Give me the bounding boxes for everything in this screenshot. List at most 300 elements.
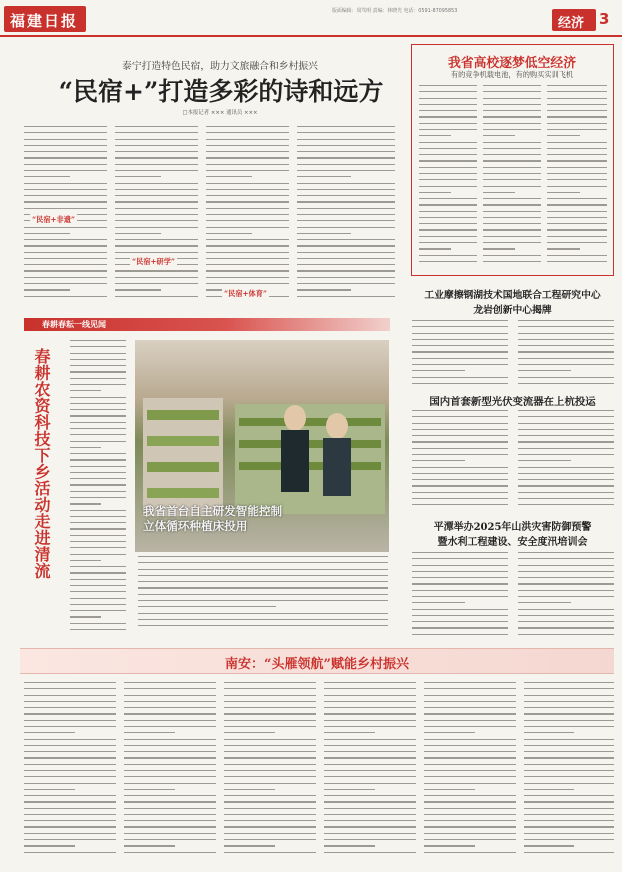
body-text-line xyxy=(124,839,216,840)
body-text-line xyxy=(24,751,116,752)
body-text-line xyxy=(419,173,477,174)
body-text-line xyxy=(483,186,541,187)
body-text-line xyxy=(518,377,614,378)
body-text-line xyxy=(424,732,475,733)
body-text-line xyxy=(24,739,116,740)
body-text-line xyxy=(518,448,614,449)
body-text-line xyxy=(115,201,198,202)
body-text-line xyxy=(70,516,126,517)
body-text-line xyxy=(24,695,116,696)
item-1-column-1 xyxy=(412,320,508,390)
body-text-line xyxy=(412,615,508,616)
body-text-line xyxy=(524,757,614,758)
body-text-line xyxy=(524,801,614,802)
body-text-line xyxy=(24,776,116,777)
body-text-line xyxy=(206,157,289,158)
body-text-line xyxy=(518,460,571,461)
body-text-line xyxy=(524,739,614,740)
body-text-line xyxy=(206,227,289,228)
body-text-line xyxy=(115,283,198,284)
body-text-line xyxy=(424,814,516,815)
body-text-line xyxy=(24,726,116,727)
lead-column-3 xyxy=(206,126,289,304)
body-text-line xyxy=(518,326,614,327)
body-text-line xyxy=(524,720,614,721)
body-text-line xyxy=(483,173,541,174)
lead-headline: “民宿+”打造多彩的诗和远方 xyxy=(58,77,384,106)
body-text-line xyxy=(419,129,477,130)
bottom-column-2 xyxy=(124,682,216,864)
body-text-line xyxy=(547,154,607,155)
body-text-line xyxy=(483,116,541,117)
topic-label: 春耕春耘一线见闻 xyxy=(42,319,106,329)
lead-subhead-2: “民宿+研学” xyxy=(132,257,176,266)
body-text-line xyxy=(412,416,508,417)
body-text-line xyxy=(206,132,289,133)
body-text-line xyxy=(70,560,101,561)
body-text-line xyxy=(518,345,614,346)
body-text-line xyxy=(483,261,541,262)
body-text-line xyxy=(412,609,508,610)
body-text-line xyxy=(518,339,614,340)
body-text-line xyxy=(206,145,289,146)
body-text-line xyxy=(124,688,216,689)
body-text-line xyxy=(70,422,126,423)
body-text-line xyxy=(324,751,416,752)
body-text-line xyxy=(547,211,607,212)
body-text-line xyxy=(70,491,126,492)
body-text-line xyxy=(412,596,508,597)
body-text-line xyxy=(24,296,107,297)
body-text-line xyxy=(24,283,107,284)
body-text-line xyxy=(24,833,116,834)
body-text-line xyxy=(115,233,161,234)
body-text-line xyxy=(206,151,289,152)
body-text-line xyxy=(70,390,101,391)
body-text-line xyxy=(224,776,316,777)
body-text-line xyxy=(424,713,516,714)
body-text-line xyxy=(324,820,416,821)
body-text-line xyxy=(224,757,316,758)
body-text-line xyxy=(412,473,508,474)
topic-vertical-title xyxy=(24,348,56,634)
bottom-headline: 南安：“头雁领航”赋能乡村振兴 xyxy=(225,657,409,672)
body-text-line xyxy=(70,566,126,567)
body-text-line xyxy=(547,142,607,143)
body-text-line xyxy=(547,204,607,205)
body-text-line xyxy=(224,814,316,815)
body-text-line xyxy=(70,503,101,504)
body-text-line xyxy=(70,397,126,398)
body-text-line xyxy=(483,154,541,155)
body-text-line xyxy=(70,453,126,454)
body-text-line xyxy=(70,522,126,523)
body-text-line xyxy=(524,820,614,821)
body-text-line xyxy=(224,808,316,809)
bottom-banner xyxy=(20,648,614,674)
body-text-line xyxy=(70,340,126,341)
body-text-line xyxy=(115,176,161,177)
body-text-line xyxy=(324,757,416,758)
body-text-line xyxy=(483,242,541,243)
body-text-line xyxy=(124,739,216,740)
body-text-line xyxy=(419,186,477,187)
body-text-line xyxy=(24,170,107,171)
body-text-line xyxy=(419,261,477,262)
body-text-line xyxy=(206,195,289,196)
item-3-subhead: 暨水利工程建设、安全度汛培训会 xyxy=(437,537,588,548)
body-text-line xyxy=(24,839,116,840)
body-text-line xyxy=(412,627,508,628)
body-text-line xyxy=(424,739,516,740)
body-text-line xyxy=(424,833,516,834)
body-text-line xyxy=(70,403,126,404)
body-text-line xyxy=(412,602,465,603)
body-text-line xyxy=(24,227,107,228)
body-text-line xyxy=(424,688,516,689)
body-text-line xyxy=(419,242,477,243)
body-text-line xyxy=(224,833,316,834)
body-text-line xyxy=(518,467,614,468)
body-text-line xyxy=(24,258,107,259)
body-text-line xyxy=(424,682,516,683)
body-text-line xyxy=(24,789,75,790)
body-text-line xyxy=(24,157,107,158)
bottom-column-5 xyxy=(424,682,516,864)
body-text-line xyxy=(297,176,351,177)
body-text-line xyxy=(70,554,126,555)
body-text-line xyxy=(115,227,198,228)
body-text-line xyxy=(424,783,516,784)
body-text-line xyxy=(547,229,607,230)
body-text-line xyxy=(518,473,614,474)
body-text-line xyxy=(297,296,395,297)
body-text-line xyxy=(224,770,316,771)
body-text-line xyxy=(524,770,614,771)
body-text-line xyxy=(483,198,541,199)
body-text-line xyxy=(518,609,614,610)
body-text-line xyxy=(324,739,416,740)
body-text-line xyxy=(24,245,107,246)
body-text-line xyxy=(324,776,416,777)
body-text-line xyxy=(424,789,475,790)
body-text-line xyxy=(24,783,116,784)
bottom-column-1 xyxy=(24,682,116,864)
body-text-line xyxy=(518,383,614,384)
body-text-line xyxy=(70,547,126,548)
body-text-line xyxy=(412,377,508,378)
body-text-line xyxy=(547,116,607,117)
body-text-line xyxy=(424,707,516,708)
body-text-line xyxy=(547,192,580,193)
body-text-line xyxy=(206,264,289,265)
body-text-line xyxy=(424,826,516,827)
body-text-line xyxy=(547,255,607,256)
body-text-line xyxy=(324,701,416,702)
body-text-line xyxy=(412,448,508,449)
body-text-line xyxy=(419,255,477,256)
body-text-line xyxy=(412,460,465,461)
body-text-line xyxy=(419,104,477,105)
body-text-line xyxy=(424,808,516,809)
body-text-line xyxy=(224,745,316,746)
body-text-line xyxy=(115,252,198,253)
item-2-column-2 xyxy=(518,410,614,514)
body-text-line xyxy=(224,707,316,708)
masthead-logo xyxy=(4,6,86,32)
body-text-line xyxy=(483,236,541,237)
body-text-line xyxy=(412,370,465,371)
body-text-line xyxy=(518,498,614,499)
body-text-line xyxy=(419,116,477,117)
body-text-line xyxy=(324,845,375,846)
body-text-line xyxy=(547,186,607,187)
body-text-line xyxy=(224,720,316,721)
body-text-line xyxy=(297,183,395,184)
body-text-line xyxy=(412,571,508,572)
body-text-line xyxy=(419,192,451,193)
body-text-line xyxy=(547,85,607,86)
body-text-line xyxy=(324,713,416,714)
body-text-line xyxy=(324,682,416,683)
body-text-line xyxy=(412,492,508,493)
body-text-line xyxy=(424,776,516,777)
lead-byline: □本报记者 ××× 通讯员 ××× xyxy=(182,110,258,116)
body-text-line xyxy=(297,289,351,290)
body-text-line xyxy=(424,801,516,802)
body-text-line xyxy=(24,764,116,765)
body-text-line xyxy=(24,208,107,209)
body-text-line xyxy=(483,91,541,92)
body-text-line xyxy=(524,682,614,683)
body-text-line xyxy=(412,339,508,340)
masthead xyxy=(0,0,622,38)
body-text-line xyxy=(524,814,614,815)
body-text-line xyxy=(70,497,126,498)
body-text-line xyxy=(70,585,126,586)
body-text-line xyxy=(297,157,395,158)
body-text-line xyxy=(412,333,508,334)
body-text-line xyxy=(124,757,216,758)
body-text-line xyxy=(297,201,395,202)
topic-title-text: 春耕农资科技下乡活动走进清流 xyxy=(32,348,51,579)
body-text-line xyxy=(518,571,614,572)
body-text-line xyxy=(115,289,161,290)
body-text-line xyxy=(518,558,614,559)
topic-photo xyxy=(135,340,389,552)
body-text-line xyxy=(412,429,508,430)
body-text-line xyxy=(124,751,216,752)
body-text-line xyxy=(324,764,416,765)
lead-subhead-3: “民宿+体育” xyxy=(224,289,268,298)
body-text-line xyxy=(419,248,451,249)
body-text-line xyxy=(412,454,508,455)
body-text-line xyxy=(138,594,388,595)
body-text-line xyxy=(518,583,614,584)
body-text-line xyxy=(24,795,116,796)
body-text-line xyxy=(224,789,275,790)
body-text-line xyxy=(324,808,416,809)
body-text-line xyxy=(297,126,395,127)
body-text-line xyxy=(518,410,614,411)
body-text-line xyxy=(412,634,508,635)
body-text-line xyxy=(70,409,126,410)
body-text-line xyxy=(224,826,316,827)
body-text-line xyxy=(524,852,614,853)
body-text-line xyxy=(483,98,541,99)
body-text-line xyxy=(524,826,614,827)
body-text-line xyxy=(70,598,126,599)
body-text-line xyxy=(24,201,107,202)
body-text-line xyxy=(224,751,316,752)
body-text-line xyxy=(518,590,614,591)
body-text-line xyxy=(547,173,607,174)
body-text-line xyxy=(518,423,614,424)
body-text-line xyxy=(24,801,116,802)
body-text-line xyxy=(206,283,289,284)
body-text-line xyxy=(206,245,289,246)
body-text-line xyxy=(483,148,541,149)
body-text-line xyxy=(518,435,614,436)
lead-column-4 xyxy=(297,126,395,304)
body-text-line xyxy=(483,217,541,218)
body-text-line xyxy=(224,726,316,727)
body-text-line xyxy=(70,629,126,630)
body-text-line xyxy=(483,167,541,168)
body-text-line xyxy=(124,826,216,827)
body-text-line xyxy=(297,132,395,133)
body-text-line xyxy=(297,264,395,265)
body-text-line xyxy=(412,485,508,486)
body-text-line xyxy=(424,745,516,746)
body-text-line xyxy=(138,581,388,582)
body-text-line xyxy=(24,252,107,253)
body-text-line xyxy=(419,148,477,149)
body-text-line xyxy=(124,820,216,821)
topic-banner xyxy=(24,318,390,331)
body-text-line xyxy=(24,195,107,196)
body-text-line xyxy=(24,820,116,821)
body-text-line xyxy=(224,732,275,733)
body-text-line xyxy=(419,204,477,205)
body-text-line xyxy=(206,176,252,177)
body-text-line xyxy=(24,189,107,190)
body-text-line xyxy=(419,236,477,237)
body-text-line xyxy=(412,345,508,346)
body-text-line xyxy=(524,726,614,727)
body-text-line xyxy=(297,270,395,271)
body-text-line xyxy=(224,713,316,714)
body-text-line xyxy=(518,492,614,493)
body-text-line xyxy=(70,535,126,536)
body-text-line xyxy=(124,695,216,696)
body-text-line xyxy=(138,556,388,557)
body-text-line xyxy=(424,795,516,796)
body-text-line xyxy=(518,621,614,622)
flight-column-3 xyxy=(547,85,607,271)
body-text-line xyxy=(547,135,580,136)
body-text-line xyxy=(24,845,75,846)
body-text-line xyxy=(224,820,316,821)
flight-headline: 我省高校逐梦低空经济 xyxy=(448,56,576,71)
body-text-line xyxy=(424,695,516,696)
body-text-line xyxy=(324,745,416,746)
body-text-line xyxy=(547,129,607,130)
body-text-line xyxy=(70,579,126,580)
photo-caption-text xyxy=(138,556,388,636)
body-text-line xyxy=(297,233,351,234)
body-text-line xyxy=(518,634,614,635)
body-text-line xyxy=(24,289,70,290)
body-text-line xyxy=(70,353,126,354)
body-text-line xyxy=(483,255,541,256)
body-text-line xyxy=(412,320,508,321)
body-text-line xyxy=(419,160,477,161)
body-text-line xyxy=(547,198,607,199)
section-label xyxy=(552,9,596,31)
body-text-line xyxy=(224,682,316,683)
masthead-rule xyxy=(0,35,622,37)
body-text-line xyxy=(518,596,614,597)
body-text-line xyxy=(124,789,175,790)
photo-caption-overlay xyxy=(143,504,381,544)
body-text-line xyxy=(70,441,126,442)
body-text-line xyxy=(297,258,395,259)
body-text-line xyxy=(24,264,107,265)
body-text-line xyxy=(115,151,198,152)
body-text-line xyxy=(24,132,107,133)
body-text-line xyxy=(138,569,388,570)
body-text-line xyxy=(115,296,198,297)
body-text-line xyxy=(224,845,275,846)
body-text-line xyxy=(124,726,216,727)
body-text-line xyxy=(524,713,614,714)
body-text-line xyxy=(324,801,416,802)
body-text-line xyxy=(70,484,126,485)
flight-story-box xyxy=(411,44,614,276)
body-text-line xyxy=(424,764,516,765)
body-text-line xyxy=(24,808,116,809)
body-text-line xyxy=(547,223,607,224)
body-text-line xyxy=(419,229,477,230)
body-text-line xyxy=(324,783,416,784)
body-text-line xyxy=(424,839,516,840)
body-text-line xyxy=(483,229,541,230)
body-text-line xyxy=(412,467,508,468)
body-text-line xyxy=(206,277,289,278)
body-text-line xyxy=(518,577,614,578)
body-text-line xyxy=(424,757,516,758)
body-text-line xyxy=(115,132,198,133)
body-text-line xyxy=(206,270,289,271)
body-text-line xyxy=(138,619,388,620)
body-text-line xyxy=(206,183,289,184)
body-text-line xyxy=(70,510,126,511)
body-text-line xyxy=(24,682,116,683)
body-text-line xyxy=(297,245,395,246)
body-text-line xyxy=(419,98,477,99)
body-text-line xyxy=(115,126,198,127)
body-text-line xyxy=(206,126,289,127)
body-text-line xyxy=(483,110,541,111)
body-text-line xyxy=(124,776,216,777)
body-text-line xyxy=(419,135,451,136)
item-2-column-1 xyxy=(412,410,508,514)
body-text-line xyxy=(518,479,614,480)
body-text-line xyxy=(24,826,116,827)
body-text-line xyxy=(547,261,607,262)
body-text-line xyxy=(24,233,70,234)
